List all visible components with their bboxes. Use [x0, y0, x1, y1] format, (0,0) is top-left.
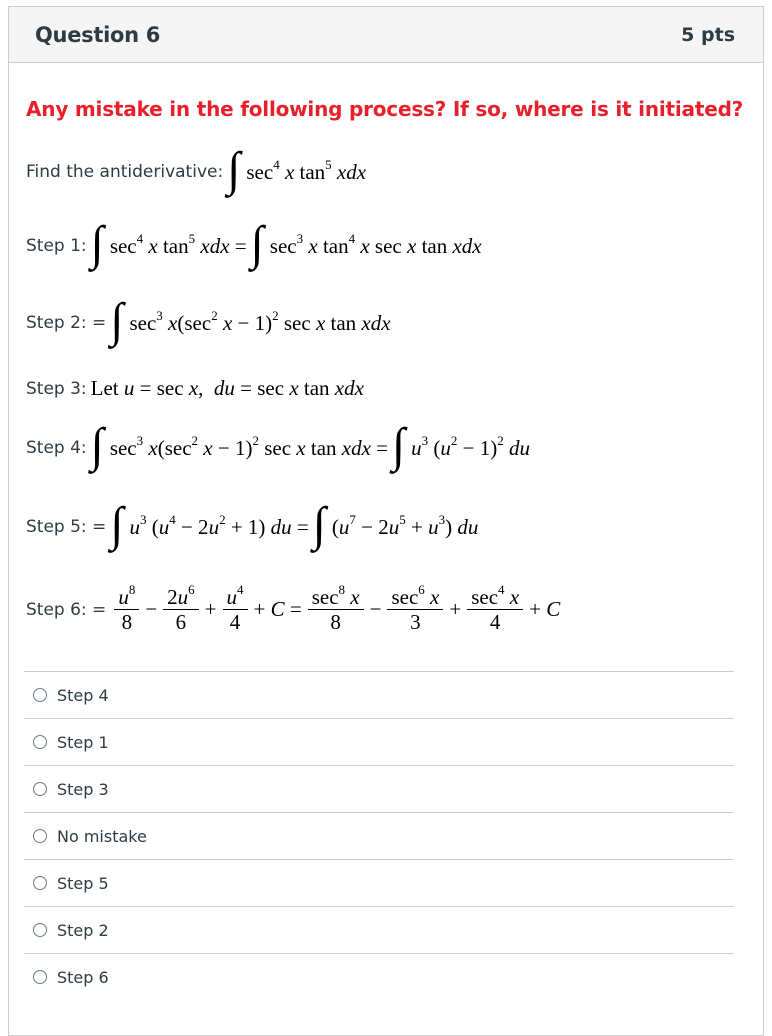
- radio-button-icon[interactable]: [33, 970, 47, 984]
- answer-option[interactable]: [24, 671, 734, 718]
- answer-option-label[interactable]: Step 4: [57, 685, 109, 705]
- step6-line: [26, 582, 561, 635]
- step5-math-right: $(u^7 - 2u^5 + u^3)$ du: [331, 512, 479, 539]
- answer-option-label[interactable]: Step 5: [57, 873, 109, 893]
- step5-math-left: $u^3$ $(u^4 - 2u^2 + 1)$ du =: [129, 512, 309, 539]
- integral-sign-icon: ∫: [250, 217, 264, 270]
- radio-button-icon[interactable]: [33, 782, 47, 796]
- step2-math: $\sec^3 x(\sec^2$ x − 1)$^2$ sec x tan xdx: [129, 308, 391, 335]
- step4-line: [26, 419, 531, 472]
- step3-line: [26, 376, 364, 401]
- find-label: Find the antiderivative:: [26, 162, 224, 182]
- step2-label: Step 2: =: [26, 313, 107, 333]
- answer-option[interactable]: [24, 953, 734, 1000]
- radio-button-icon[interactable]: [33, 735, 47, 749]
- question-header: [9, 7, 763, 63]
- answer-option[interactable]: [24, 906, 734, 953]
- answer-option-label[interactable]: Step 1: [57, 732, 109, 752]
- radio-button-icon[interactable]: [33, 829, 47, 843]
- step6-label: Step 6: =: [26, 599, 107, 620]
- step1-line: [26, 217, 482, 270]
- answer-option[interactable]: [24, 859, 734, 906]
- step3-label: Step 3:: [26, 378, 87, 399]
- step6-math: $\frac{u^8}{8}$ − $\frac{2u^6}{6}$ + $\frac{u^4}{4}$ + C = $\frac{\sec^8 x}{8}$ − $\frac{\sec^6 x}{3}$ + $\frac{\sec^4 x}{4}$ + C: [108, 585, 560, 634]
- step2-line: [26, 294, 391, 347]
- answer-option-label[interactable]: Step 3: [57, 779, 109, 799]
- step4-math-right: $u^3$ $(u^2 - 1)^2$ du: [411, 433, 531, 460]
- radio-button-icon[interactable]: [33, 688, 47, 702]
- step1-math-right: $\sec^3 x$ $\tan^4 x$ sec x tan xdx: [269, 231, 482, 258]
- integral-sign-icon: ∫: [110, 294, 124, 347]
- answer-options: [24, 671, 734, 1000]
- question-points: 5 pts: [681, 23, 735, 46]
- answer-option-label[interactable]: Step 2: [57, 920, 109, 940]
- answer-option[interactable]: [24, 718, 734, 765]
- radio-button-icon[interactable]: [33, 876, 47, 890]
- step1-math-left: $\sec^4 x$ $\tan^5$ xdx =: [109, 231, 247, 258]
- answer-option-label[interactable]: Step 6: [57, 967, 109, 987]
- find-math: $\sec^4 x$ $\tan^5$ xdx: [246, 157, 367, 184]
- step4-label: Step 4:: [26, 438, 87, 458]
- question-text: Any mistake in the following process? If so, where is it initiated?: [26, 97, 744, 121]
- step5-label: Step 5: =: [26, 517, 107, 537]
- integral-sign-icon: ∫: [392, 419, 406, 472]
- find-antiderivative-line: [26, 143, 367, 196]
- question-title: Question 6: [35, 22, 161, 47]
- step3-math: Let u = sec x, du = sec x tan xdx: [90, 376, 364, 400]
- integral-sign-icon: ∫: [90, 217, 104, 270]
- answer-option[interactable]: [24, 765, 734, 812]
- answer-option-label[interactable]: No mistake: [57, 826, 147, 846]
- integral-sign-icon: ∫: [312, 498, 326, 551]
- integral-sign-icon: ∫: [227, 143, 241, 196]
- step5-line: [26, 498, 479, 551]
- integral-sign-icon: ∫: [110, 498, 124, 551]
- step1-label: Step 1:: [26, 236, 87, 256]
- step4-math-left: $\sec^3 x(\sec^2$ x − 1)$^2$ sec x tan xdx =: [109, 433, 389, 460]
- answer-option[interactable]: [24, 812, 734, 859]
- radio-button-icon[interactable]: [33, 923, 47, 937]
- integral-sign-icon: ∫: [90, 419, 104, 472]
